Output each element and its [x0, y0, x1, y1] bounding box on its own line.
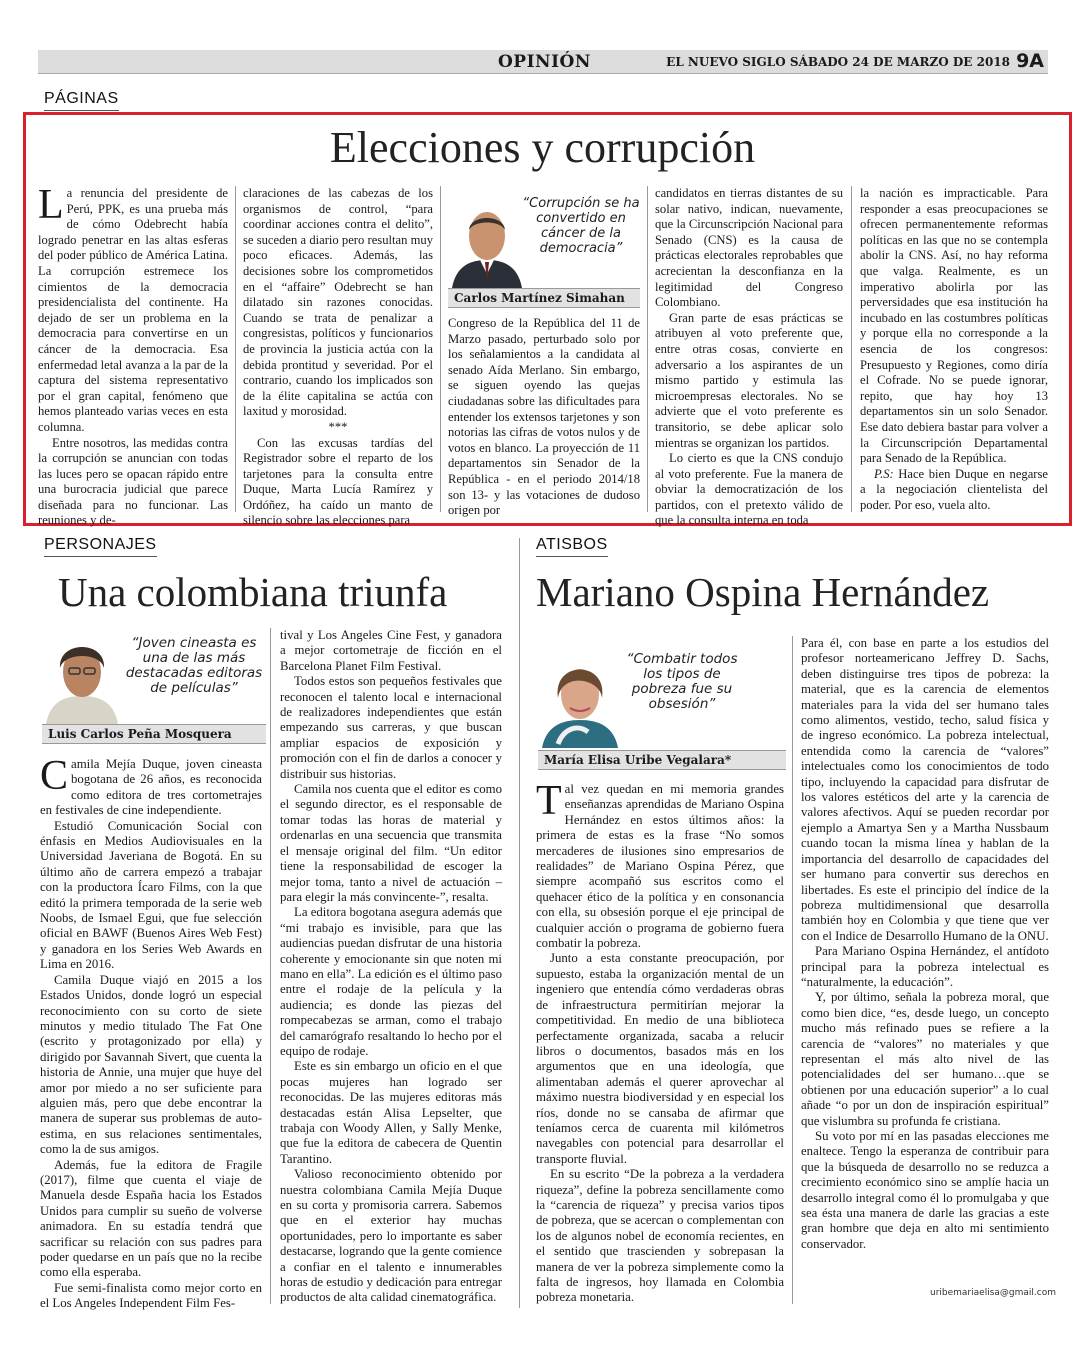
- article-divider: [519, 538, 520, 1308]
- article1-column-2: claraciones de las cabezas de los organismos de control, “para coordinar acciones contra el delito”, se suceden a diario pero resultan muy poco eficaces. Además, las decisiones sobre los comprometidos en el “affaire” Odebrecht se han dilatado sin razones conocidas. Cuando se trata de penalizar a congresistas, políticos y funcionarios de provincia la justicia actúa con la debida prontitud y severidad. Por el contrario, cuando los implicados son de la élite capitalina se actúa con laxitud y morosidad. *** Con las excusas tardías del Registrador sobre el reparto de los tarjetones para la consulta entre Duque, Marta Lucía Ramírez y Ordóñez, ha caído un manto de silencio sobre las elecciones para: [243, 186, 433, 528]
- author-byline: María Elisa Uribe Vegalara*: [538, 750, 786, 770]
- author-photo-carlos-martinez: [448, 200, 526, 288]
- dropcap: T: [536, 778, 562, 824]
- column-rule: [647, 186, 648, 512]
- article1-title: Elecciones y corrupción: [329, 123, 756, 172]
- article3-title: Mariano Ospina Hernández: [536, 569, 990, 615]
- article2-column-1: Camila Mejía Duque, joven cineasta bogotana de 26 años, es reconocida como editora de tres cortometrajes en festivales de cine independiente. Estudió Comunicación Social con énfasis en Medios Audiovisuales en la Universidad Javeriana de Bogotá. En su último año de carrera empezó a trabajar con la productora Ícaro Films, con la que editó la primera temporada de la serie web Noobs, de Ismael Egui, que fue selección oficial en BAWF (Buenos Aires Web Fest) y ganadora en los Series Web Awards en Lima en 2016. Camila Duque viajó en 2015 a los Estados Unidos, donde logró un especial reconocimiento con su corto de siete minutos y medio titulado The Fat One (escrito y protagonizado por ella) y dirigido por Savannah Sivert, que cuenta la historia de Annie, una mujer que huye del amor por miedo a no ser suficiente para alguien más, pero que debe encontrar la manera de superar sus problemas de auto-estima, en sus relaciones sentimentales, como la de sus amigos. Además, fue la editora de Fragile (2017), filme que cuenta el viaje de Manuela desde España hacia los Estados Unidos para cumplir su sueño de volverse animadora. En su estadía tendrá que sacrificar su relación con sus padres para poder quedarse en un país que no la recibe como ella esperaba. Fue semi-finalista como mejor corto en el Los Angeles Independent Film Fes-: [40, 753, 262, 1311]
- article1-column-3: Congreso de la República del 11 de Marzo pasado, perturbado solo por los señalamientos a la candidata al senado Aída Merlano. Sin embargo, se siguen oyendo las quejas ciudadanas sobre las dificultades para entender los extensos tarjetones y son notorias las cifras de votos nulos y de votos en blanco. La proyección de 11 departamentos sin Senador de la República - en el periodo 2014/18 son 13- y las votaciones de dudoso origen por: [448, 316, 640, 518]
- author-email: uribemariaelisa@gmail.com: [930, 1288, 1056, 1298]
- dropcap: L: [38, 182, 64, 228]
- article2-column-2: tival y Los Angeles Cine Fest, y ganadora a mejor cortometraje de ficción en el Barcelona Planet Film Festival. Todos estos son pequeños festivales que reconocen el talento local e internacional de realizadores independientes que están empezando sus carreras, y que buscan ampliar espacios de exposición y promoción con el fin de darlos a conocer y distribuir sus historias. Camila nos cuenta que el editor es como el segundo director, es el responsable de tomar todas las horas de material y ordenarlas en una secuencia que transmita el mensaje original del film. “Un editor tiene la responsabilidad de escoger la mejor toma, tanto a nivel de actuación –para elegir la más convincente-”, resalta. La editora bogotana asegura además que “mi trabajo es invisible, para que las audiencias puedan disfrutar de una historia coherente y emocionante sin que noten mi mano en ella”. La edición es el último paso entre el rodaje de la película y la audiencia; es donde las piezas del rompecabezas se arman, como el trabajo del camarógrafo resaltando lo hecho por el equipo de rodaje. Este es sin embargo un oficio en el que pocas mujeres han logrado ser reconocidas. De las mujeres editoras más destacadas están Alisa Lepselter, que trabaja con Woody Allen, y Sally Menke, que fue la editora de cabecera de Quentin Tarantino. Valioso reconocimiento obtenido por nuestra colombiana Camila Mejía Duque en su corta y promisoria carrera. Sabemos que en el exterior hay muchas oportunidades, pero lo importante es saber destacarse, logrando que la gente comience a confiar en el talento e innumerables horas de estudio y dedicación para entregar productos de alta calidad cinematográfica.: [280, 628, 502, 1305]
- article3-column-1: Tal vez quedan en mi memoria grandes enseñanzas aprendidas de Mariano Ospina Hernández en estos últimos años: la primera de estas es la frase “No somos mercaderes de ilusiones sino empresarios de realidades” de Mariano Ospina Pérez, que siempre acompañó sus escritos como el quehacer ético de la política y en consonancia con ella, su obsesión porque el eje principal de cualquier acción o programa de gobierno fuera combatir la pobreza. Junto a esta constante preocupación, por supuesto, estaba la organización mental de un ingeniero que entendía cómo verdaderas obras de infraestructura permitirían mejorar la competitividad. En medio de una biblioteca perfectamente organizada, sacaba a relucir libros o documentos, basados más en los argumentos que en una ideología, que alimentaban además el querer aprovechar al máximo nuestra biodiversidad y en especial los ríos, donde no se cansaba de afirmar que teníamos cerca de cuarenta mil kilómetros navegables con potencial para desarrollar el transporte fluvial. En su escrito “De la pobreza a la verdadera riqueza”, define la pobreza sencillamente como la “carencia de riqueza” y precisa varios tipos de pobreza, que se acercan o complementan con los de algunos nobel de economía recientes, en el sentido que trascienden y sobrepasan la manera de ver la pobreza simplemente como la falta de ingresos, hoy llamada en Colombia pobreza monetaria.: [536, 778, 784, 1305]
- article1-column-5: la nación es impracticable. Para responder a esas preocupaciones se ofrecen permanentemente reformas políticas en las que no se contempla abolir la CNS. Así, no hay reforma que valga. Realmente, es un imperativo abolirla por las perversidades que esa institución ha incubado en las costumbres políticas y porque ella no corresponde a la esencia de los congresos: Presupuesto y Regiones, como diría el Cofrade. No se puede ignorar, repito, que hay hoy 13 departamentos sin un solo Senador. Ese dato debiera bastar para volver a la Circunscripción Departamental para Senado de la República. P.S: Hace bien Duque en negarse a la negociación clientelista del poder. Por eso, vuela alto.: [860, 186, 1048, 512]
- section-name: OPINIÓN: [498, 52, 591, 72]
- author-photo-luis-carlos: [42, 628, 122, 724]
- page-number: 9A: [1016, 50, 1044, 72]
- ps-label: P.S:: [874, 466, 894, 481]
- author-photo-maria-elisa: [538, 648, 622, 748]
- column-rule: [851, 186, 852, 512]
- column-rule: [440, 186, 441, 512]
- pull-quote: “Joven cineasta es una de las más destacadas editoras de películas”: [125, 635, 263, 696]
- pull-quote: “Combatir todos los tipos de pobreza fue su obsesión”: [626, 651, 738, 712]
- pull-quote: “Corrupción se ha convertido en cáncer de la democracia”: [522, 196, 640, 256]
- dropcap: C: [40, 753, 69, 799]
- author-byline: Luis Carlos Peña Mosquera: [42, 724, 266, 744]
- article3-kicker: ATISBOS: [536, 536, 608, 557]
- article1-column-4: candidatos en tierras distantes de su solar nativo, indican, nuevamente, que la Circunscripción Nacional para Senado (CNS) es la causa de prácticas electorales reprobables que acrecientan la desconfianza en la legitimidad del Congreso Colombiano. Gran parte de esas prácticas se atribuyen al voto preferente que, entre otras cosas, convierte en adversario a los aspirantes de un mismo partido y estimula las microempresas electorales. No se advierte que el voto preferente es transitorio, se debe aplicar solo mientras se organizan los partidos. Lo cierto es que la CNS condujo al voto preferente. Fue la manera de obviar la democratización de los partidos, con el pretexto válido de que la consulta interna en toda: [655, 186, 843, 528]
- article3-column-2: Para él, con base en parte a los estudios del profesor norteamericano Jeffrey D. Sachs, deben distinguirse tres tipos de pobreza: la material, que es la carencia de elementos materiales para la vida del ser humano tales como alimentos, vestido, techo, salud física y de ingreso económico. La pobreza intelectual, entendida como la carencia de “valores” intelectuales como los conocimientos de todo tipo, incluyendo la capacidad para disfrutar de los valores estéticos del arte y la carencia de valores afectivos. Aquí se pueden recordar por ejemplo a Amartya Sen y a Martha Nussbaum cuando tocan la misma línea y hablan de la importancia del desarrollo de capacidades del ser humano para convertir sus derechos en libertades. Es este el principio del índice de la pobreza multidimensional que desarrolla también hoy en Colombia y que tiene que ver con el Indice de Desarrollo Humano de la ONU. Para Mariano Ospina Hernández, el antídoto principal para la pobreza intelectual es “naturalmente, la educación”. Y, por último, señala la pobreza moral, que como bien dice, “es, desde luego, un concepto mucho más refinado pues se refiere a la carencia de “valores” no materiales y que representan el más alto nivel de las potencialidades del ser humano…que se obtienen por una educación superior” a lo cual añade “o por un don de inspiración espiritual” que vislumbra su profunda fe cristiana. Su voto por mí en las pasadas elecciones me enaltece. Tengo la esperanza de contribuir para que la búsqueda de desarrollo no se reduzca a crecimiento económico sino se amplíe hacia un desarrollo integral como él lo promulgaba y que sea ésta una manera de darle las gracias a este gran hombre que deja en alto mi sentimiento conservador.: [801, 636, 1049, 1251]
- column-rule: [792, 636, 793, 1304]
- dateline: EL NUEVO SIGLO SÁBADO 24 DE MARZO DE 2018: [666, 55, 1010, 69]
- page-header-bar: [38, 50, 1048, 74]
- article2-kicker: PERSONAJES: [44, 536, 157, 557]
- article2-title: Una colombiana triunfa: [58, 569, 448, 615]
- column-rule: [235, 186, 236, 512]
- article1-kicker: PÁGINAS: [44, 90, 119, 111]
- column-rule: [270, 628, 271, 1304]
- article1-column-1: La renuncia del presidente de Perú, PPK, es una prueba más de cómo Odebrecht había logrado penetrar en las altas esferas del poder público de América Latina. La corrupción estremece los cimientos de la democracia presidencialista del continente. Ha dejado de ser un problema en la democracia para convertirse en un cáncer de la democracia. Esa enfermedad letal avanza a la par de la captura del sistema representativo por el gran capital, fenómeno que hemos planteado varias veces en esta columna. Entre nosotros, las medidas contra la corrupción se anuncian con todas las luces pero se opacan rápido entre una burocracia judicial que parece diseñada para no funcionar. Las reuniones y de-: [38, 182, 228, 528]
- author-byline: Carlos Martínez Simahan: [448, 288, 640, 308]
